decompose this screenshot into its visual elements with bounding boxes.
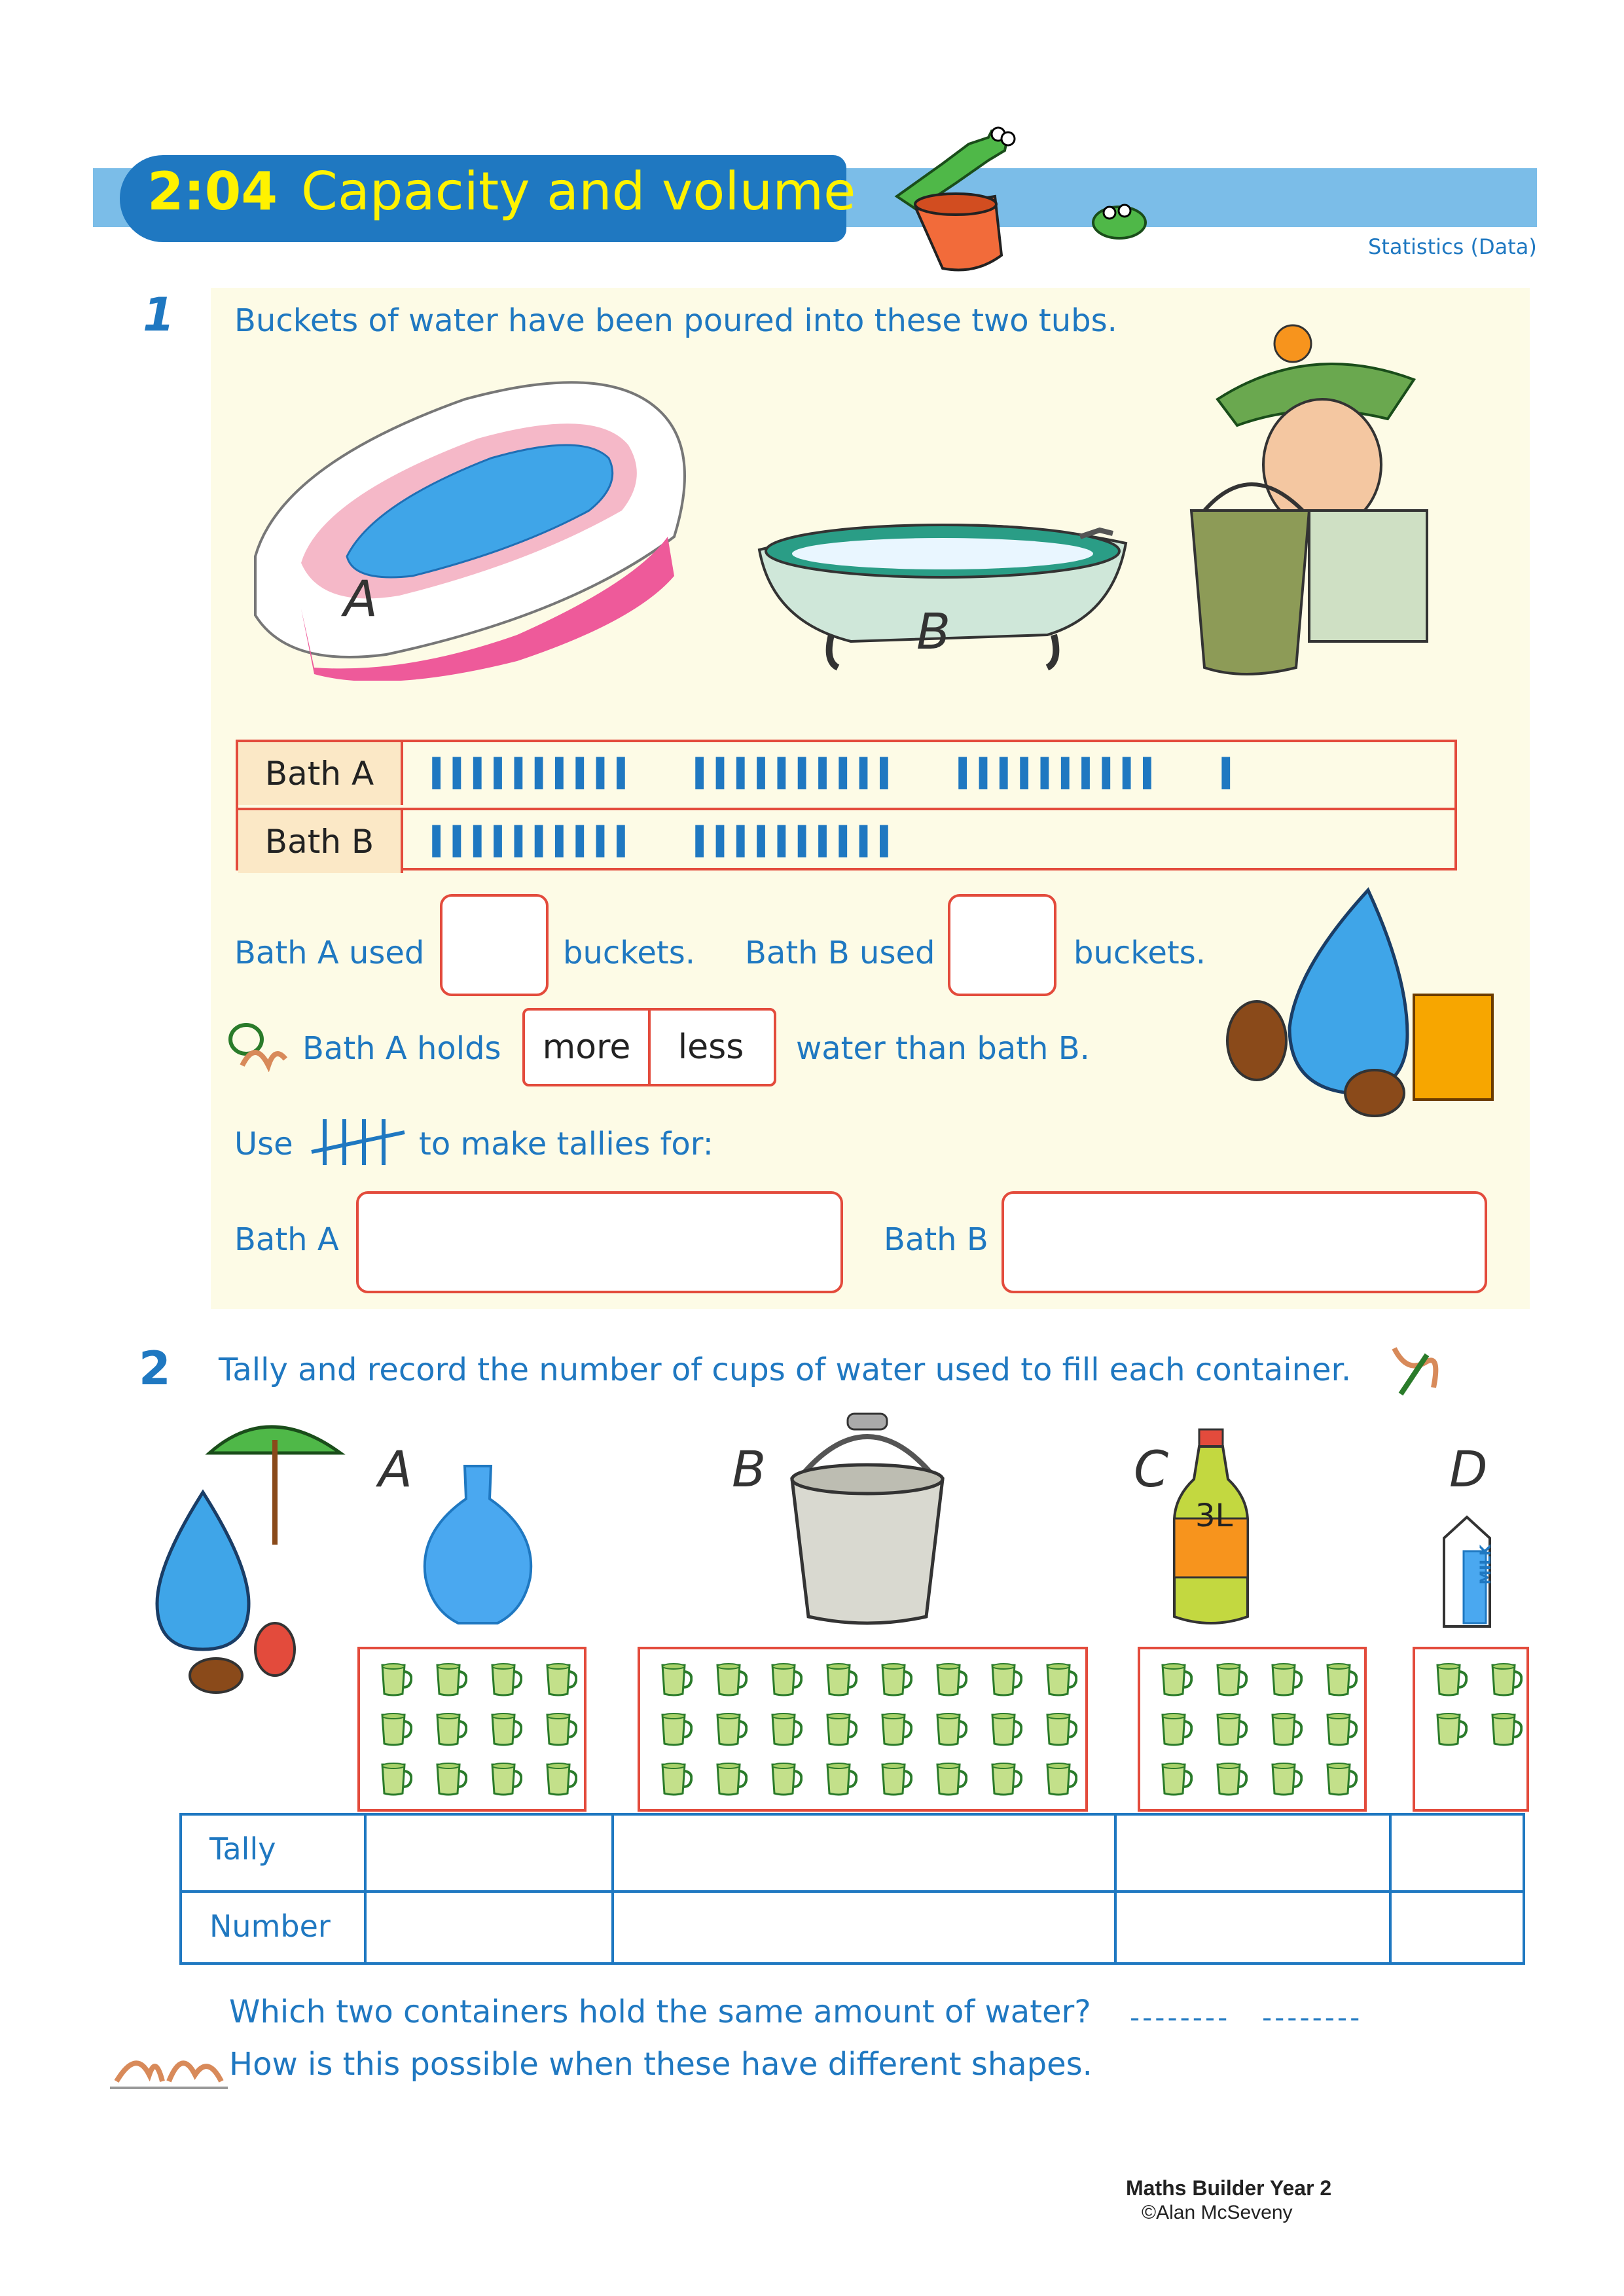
lesson-number: 2:04 xyxy=(147,161,278,222)
bath-a-buckets-answer-box[interactable] xyxy=(440,894,549,996)
cup-icon xyxy=(1489,1711,1523,1748)
bath-b-tally-label: Bath B xyxy=(884,1221,988,1258)
footer-copyright: ©Alan McSeveny xyxy=(1142,2202,1293,2223)
bath-a-holds-label: Bath A holds xyxy=(302,1030,501,1067)
question-2-same-amount: Which two containers hold the same amount of water? xyxy=(229,1994,1091,2030)
container-c-letter: C xyxy=(1134,1440,1169,1498)
cup-icon xyxy=(713,1711,748,1748)
record-table xyxy=(179,1813,1525,1965)
use-prefix-text: Use xyxy=(234,1126,293,1162)
question-2-instruction: Tally and record the number of cups of water used to fill each container. xyxy=(219,1352,1352,1388)
bath-a-image xyxy=(242,367,713,681)
bath-b-used-label: Bath B used xyxy=(745,935,935,971)
tally-row-label: Bath A xyxy=(238,742,403,805)
cup-icon xyxy=(378,1761,412,1797)
question-2-different-shapes: How is this possible when these have different shapes. xyxy=(229,2046,1092,2083)
carton-label: MILK xyxy=(1478,1544,1495,1585)
cup-icon xyxy=(768,1661,803,1698)
worms-icon xyxy=(110,2036,228,2094)
cup-icon xyxy=(878,1761,912,1797)
container-a-letter: A xyxy=(378,1440,412,1498)
cup-icon xyxy=(713,1661,748,1698)
tally-five-icon xyxy=(309,1113,407,1172)
bucket-icon xyxy=(915,194,1001,270)
bath-a-tally-answer-box[interactable] xyxy=(356,1191,843,1293)
buckets-word: buckets. xyxy=(1074,935,1206,971)
holds-suffix-text: water than bath B. xyxy=(796,1030,1090,1067)
water-drop-popcorn-illustration xyxy=(1218,877,1512,1126)
cup-icon xyxy=(433,1761,467,1797)
table-divider xyxy=(364,1816,367,1962)
bath-b-letter: B xyxy=(916,602,951,660)
cup-icon xyxy=(488,1661,522,1698)
answer-blank-1[interactable]: -------- xyxy=(1130,2001,1231,2034)
tally-marks: IIIIIIIIII IIIIIIIIII xyxy=(428,817,897,869)
cups-box-a xyxy=(357,1647,586,1812)
footer-book-title: Maths Builder Year 2 xyxy=(1126,2176,1332,2200)
cup-icon xyxy=(1269,1761,1303,1797)
question-1-instruction: Buckets of water have been poured into these two tubs. xyxy=(234,302,1117,339)
tally-row-bath-b xyxy=(238,808,1454,873)
cup-icon xyxy=(1159,1711,1193,1748)
cups-box-d xyxy=(1413,1647,1529,1812)
record-row-label: Number xyxy=(209,1909,331,1944)
cup-icon xyxy=(933,1761,967,1797)
use-suffix-text: to make tallies for: xyxy=(419,1126,713,1162)
question-2-number: 2 xyxy=(139,1342,171,1395)
container-d-letter: D xyxy=(1449,1440,1488,1498)
cup-icon xyxy=(1269,1661,1303,1698)
metal-bucket-image xyxy=(779,1407,956,1630)
cup-icon xyxy=(543,1711,577,1748)
bath-a-tally-label: Bath A xyxy=(234,1221,339,1258)
vase-image xyxy=(412,1460,543,1630)
cup-icon xyxy=(1214,1711,1248,1748)
strand-label: Statistics (Data) xyxy=(1368,234,1537,259)
worm-pencil-icon xyxy=(1381,1335,1447,1401)
cup-icon xyxy=(823,1661,857,1698)
cup-icon xyxy=(1324,1761,1358,1797)
bath-b-tally-answer-box[interactable] xyxy=(1001,1191,1487,1293)
gardener-with-bucket-illustration xyxy=(1178,314,1466,681)
cup-icon xyxy=(1324,1661,1358,1698)
cup-icon xyxy=(1043,1661,1077,1698)
tally-marks: IIIIIIIIII IIIIIIIIII IIIIIIIIII I xyxy=(428,749,1238,800)
bath-a-letter: A xyxy=(344,569,378,628)
lesson-title: Capacity and volume xyxy=(301,161,856,222)
table-divider xyxy=(611,1816,614,1962)
cup-icon xyxy=(713,1761,748,1797)
container-b-letter: B xyxy=(732,1440,767,1498)
cup-icon xyxy=(1214,1761,1248,1797)
cup-icon xyxy=(659,1661,693,1698)
choice-more[interactable]: more xyxy=(525,1011,651,1084)
cup-icon xyxy=(878,1711,912,1748)
cup-icon xyxy=(433,1661,467,1698)
water-drop-umbrella-illustration xyxy=(118,1414,353,1702)
cup-icon xyxy=(1043,1711,1077,1748)
cup-icon xyxy=(1214,1661,1248,1698)
buckets-word: buckets. xyxy=(563,935,695,971)
table-divider xyxy=(1114,1816,1117,1962)
cup-icon xyxy=(988,1661,1022,1698)
cup-icon xyxy=(433,1711,467,1748)
cup-icon xyxy=(378,1711,412,1748)
bath-b-buckets-answer-box[interactable] xyxy=(948,894,1056,996)
cup-icon xyxy=(543,1661,577,1698)
frogs-bucket-illustration xyxy=(877,105,1191,295)
record-row-number xyxy=(182,1890,1523,1966)
choice-less[interactable]: less xyxy=(677,1028,744,1067)
cup-icon xyxy=(1324,1711,1358,1748)
cup-icon xyxy=(1269,1711,1303,1748)
tally-row-bath-a xyxy=(238,742,1454,805)
cup-icon xyxy=(768,1711,803,1748)
cup-icon xyxy=(1159,1761,1193,1797)
cup-icon xyxy=(933,1661,967,1698)
cup-icon xyxy=(488,1711,522,1748)
tally-row-label: Bath B xyxy=(238,810,403,873)
cup-icon xyxy=(1434,1661,1468,1698)
cup-icon xyxy=(659,1711,693,1748)
record-row-tally xyxy=(182,1816,1523,1889)
cups-box-b xyxy=(638,1647,1088,1812)
cup-icon xyxy=(988,1711,1022,1748)
cup-icon xyxy=(768,1761,803,1797)
bath-a-used-label: Bath A used xyxy=(234,935,425,971)
bottle-label: 3L xyxy=(1195,1498,1233,1534)
small-frog-icon xyxy=(1093,205,1146,238)
cup-icon xyxy=(988,1761,1022,1797)
cup-icon xyxy=(659,1761,693,1797)
cup-icon xyxy=(543,1761,577,1797)
cup-icon xyxy=(823,1711,857,1748)
more-less-choice xyxy=(522,1008,776,1086)
cups-box-c xyxy=(1138,1647,1367,1812)
cup-icon xyxy=(378,1661,412,1698)
cup-icon xyxy=(823,1761,857,1797)
bath-tally-table xyxy=(236,740,1457,870)
table-divider xyxy=(1389,1816,1392,1962)
question-1-number: 1 xyxy=(143,288,175,342)
cup-icon xyxy=(1043,1761,1077,1797)
worm-icon xyxy=(223,1020,288,1072)
cup-icon xyxy=(933,1711,967,1748)
cup-icon xyxy=(1159,1661,1193,1698)
cup-icon xyxy=(1434,1711,1468,1748)
answer-blank-2[interactable]: -------- xyxy=(1262,2001,1363,2034)
record-row-label: Tally xyxy=(209,1831,276,1867)
cup-icon xyxy=(488,1761,522,1797)
cup-icon xyxy=(878,1661,912,1698)
cup-icon xyxy=(1489,1661,1523,1698)
